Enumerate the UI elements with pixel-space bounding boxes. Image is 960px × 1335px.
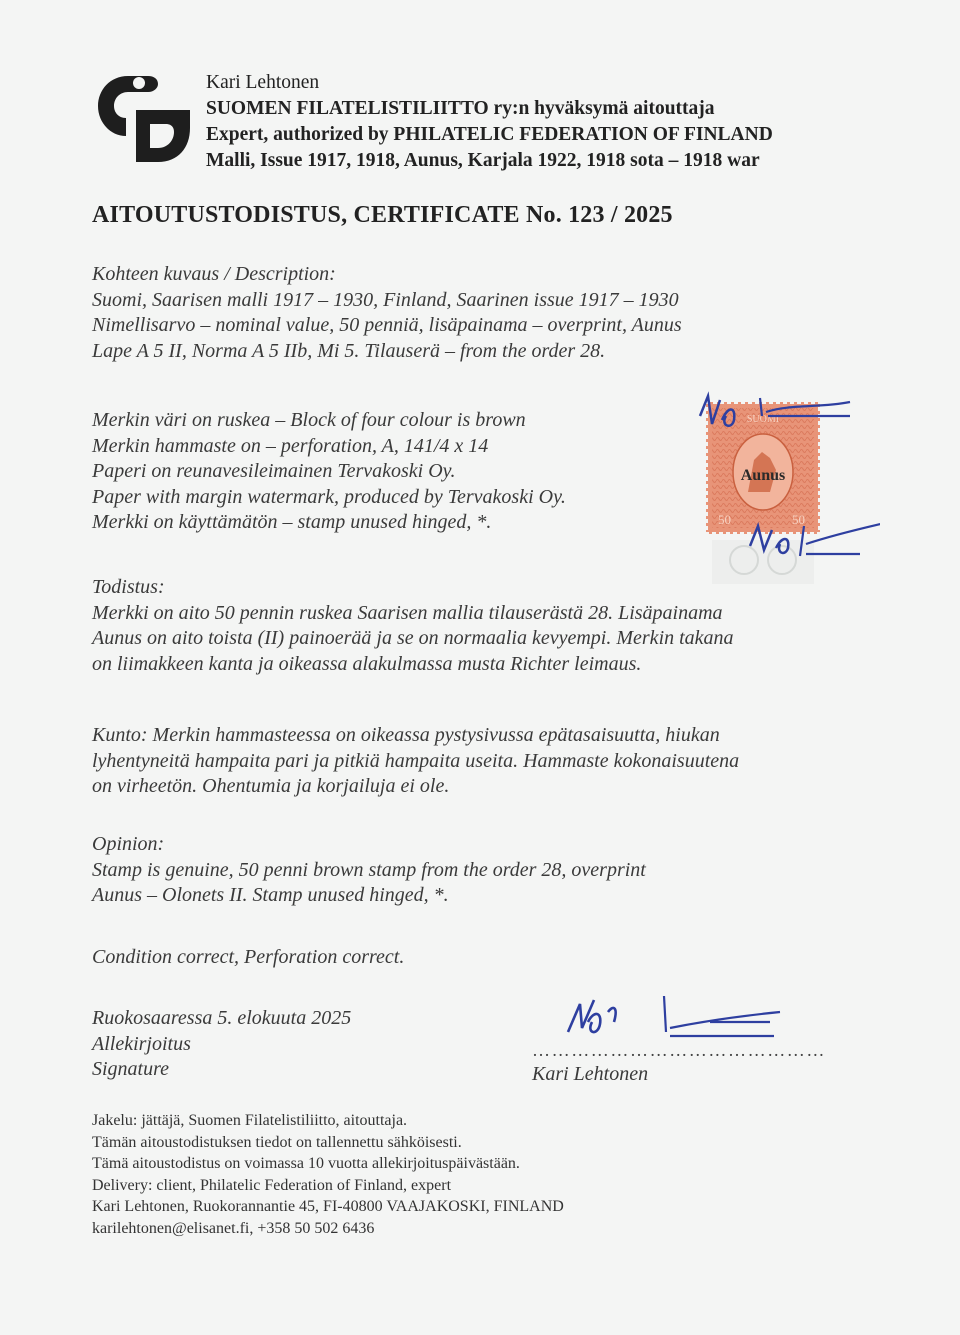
- description-section: [92, 262, 682, 364]
- place-date: Ruokosaaressa 5. elokuuta 2025: [92, 1007, 352, 1029]
- federation-logo-icon: [92, 66, 196, 166]
- signature-label: Signature: [92, 1058, 170, 1080]
- footer-line: Kari Lehtonen, Ruokorannantie 45, FI-40800 VAAJAKOSKI, FINLAND: [92, 1198, 564, 1215]
- stamp-overprint: Aunus: [740, 467, 786, 484]
- todistus-line: Aunus on aito toista (II) painoerää ja se on normaalia kevyempi. Merkin takana: [92, 627, 734, 649]
- stamp-value-right: 50: [792, 512, 805, 527]
- detail-line: Paper with margin watermark, produced by Tervakoski Oy.: [92, 485, 566, 508]
- certificate-title: AITOUTUSTODISTUS, CERTIFICATE No. 123 / 2025: [92, 202, 673, 228]
- opinion-section: [92, 832, 646, 909]
- footer-line: Jakelu: jättäjä, Suomen Filatelistiliitto, aitouttaja.: [92, 1112, 408, 1129]
- kunto-line: Kunto: Merkin hammasteessa on oikeassa pystysivussa epätasaisuutta, hiukan: [92, 724, 720, 746]
- detail-line: Paperi on reunavesileimainen Tervakoski Oy.: [92, 460, 456, 482]
- detail-line: Merkin väri on ruskea – Block of four colour is brown: [92, 409, 526, 431]
- footer-section: [92, 1110, 564, 1239]
- description-heading: Kohteen kuvaus / Description:: [92, 263, 336, 285]
- todistus-line: on liimakkeen kanta ja oikeassa alakulmassa musta Richter leimaus.: [92, 652, 642, 675]
- description-line: Nimellisarvo – nominal value, 50 penniä, lisäpainama – overprint, Aunus: [92, 314, 682, 336]
- detail-line: Merkin hammaste on – perforation, A, 141/4 x 14: [92, 434, 489, 457]
- footer-line: Delivery: client, Philatelic Federation of Finland, expert: [92, 1176, 452, 1194]
- description-line: Suomi, Saarisen malli 1917 – 1930, Finland, Saarinen issue 1917 – 1930: [92, 288, 679, 311]
- footer-line: Tämä aitoustodistus on voimassa 10 vuotta allekirjoituspäivästään.: [92, 1155, 520, 1172]
- signer-name: Kari Lehtonen: [532, 1063, 649, 1085]
- kunto-section: [92, 723, 739, 800]
- condition-statement: Condition correct, Perforation correct.: [92, 946, 405, 968]
- expert-name: Kari Lehtonen: [206, 72, 320, 93]
- detail-line: Merkki on käyttämätön – stamp unused hinged, *.: [92, 511, 492, 533]
- handwritten-signature-stamp: [680, 376, 880, 596]
- todistus-line: Merkki on aito 50 pennin ruskea Saarisen mallia tilauserästä 28. Lisäpainama: [92, 601, 723, 624]
- kunto-line: on virheetön. Ohentumia ja korjailuja ei ole.: [92, 775, 450, 797]
- authorization-fi: SUOMEN FILATELISTILIITTO ry:n hyväksymä aitouttaja: [206, 98, 715, 119]
- details-section: [92, 408, 566, 536]
- description-line: Lape A 5 II, Norma A 5 IIb, Mi 5. Tilauserä – from the order 28.: [92, 339, 606, 362]
- opinion-line: Aunus – Olonets II. Stamp unused hinged, *.: [92, 884, 449, 906]
- stamp-country: SUOMI: [746, 414, 780, 425]
- opinion-line: Stamp is genuine, 50 penni brown stamp from the order 28, overprint: [92, 858, 646, 881]
- stamp-value-left: 50: [718, 512, 731, 527]
- expertise-areas: Malli, Issue 1917, 1918, Aunus, Karjala 1922, 1918 sota – 1918 war: [206, 150, 760, 171]
- issuer-header: [206, 70, 773, 174]
- kunto-line: lyhentyneitä hampaita pari ja pitkiä hampaita useita. Hammaste kokonaisuutena: [92, 749, 740, 772]
- signature-dotted-line: ………………………………………: [532, 1040, 826, 1060]
- todistus-section: [92, 575, 734, 677]
- place-date-section: [92, 1006, 351, 1083]
- footer-line: karilehtonen@elisanet.fi, +358 50 502 6436: [92, 1219, 375, 1237]
- authorization-en: Expert, authorized by PHILATELIC FEDERATION OF FINLAND: [206, 124, 773, 145]
- todistus-heading: Todistus:: [92, 576, 165, 598]
- allekirjoitus-label: Allekirjoitus: [92, 1032, 191, 1055]
- footer-line: Tämän aitoustodistuksen tiedot on tallennettu sähköisesti.: [92, 1133, 462, 1151]
- opinion-heading: Opinion:: [92, 833, 165, 855]
